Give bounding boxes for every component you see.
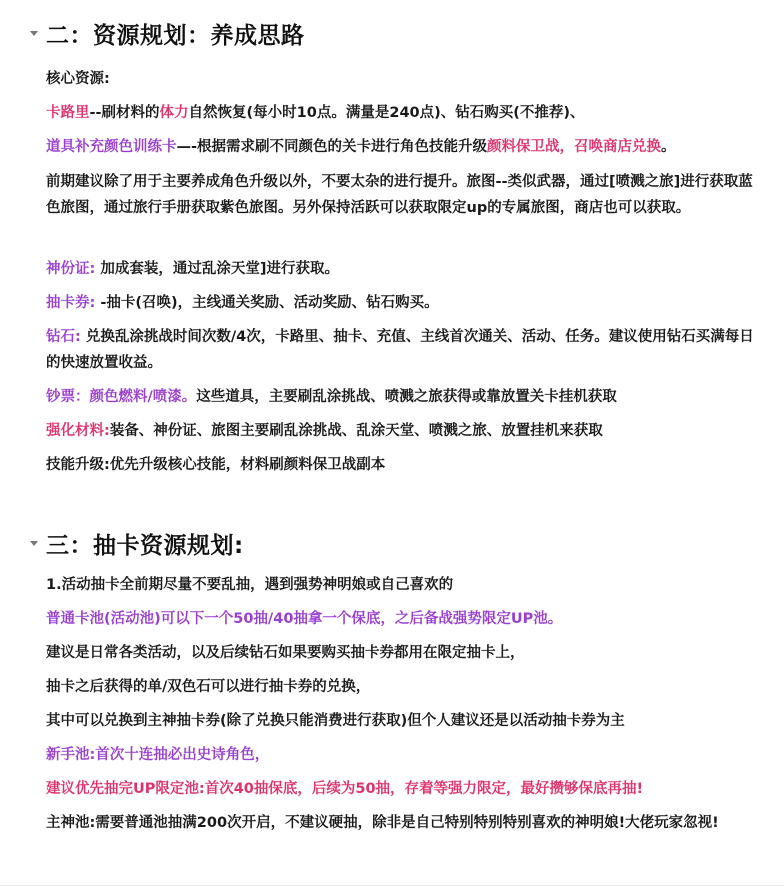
- caret-down-icon[interactable]: [30, 31, 38, 36]
- diamond-desc: 兑换乱涂挑战时间次数/4次，卡路里、抽卡、充值、主线首次通关、活动、任务。建议使用钻石买满每日的快速放置收益。: [46, 329, 754, 371]
- skill-upgrade-line: 技能升级:优先升级核心技能，材料刷颜料保卫战副本: [46, 457, 386, 473]
- comma: ，: [559, 139, 575, 155]
- gacha-line-4: 抽卡之后获得的单/双色石可以进行抽卡券的兑换，: [46, 679, 371, 695]
- banknote-term: 钞票：颜色燃料/喷漆。: [46, 389, 197, 405]
- caret-down-icon[interactable]: [30, 541, 38, 546]
- early-advice-paragraph: 前期建议除了用于主要养成角色升级以外，不要太杂的进行提升。旅图--类似武器，通过[喷溅之旅]进行获取蓝色旅图，通过旅行手册获取紫色旅图。另外保持活跃可以获取限定up的专属旅图，商店也可以获取。: [46, 174, 753, 216]
- gacha-line-3: 建议是日常各类活动，以及后续钻石如果要购买抽卡券都用在限定抽卡上，: [46, 645, 525, 661]
- gacha-line-6: 新手池:首次十连抽必出史诗角色，: [46, 747, 270, 763]
- calorie-term: 卡路里: [46, 105, 90, 121]
- training-card-term: 道具补充颜色训练卡: [46, 139, 177, 155]
- core-resources-label: 核心资源:: [46, 71, 110, 87]
- identity-card-line: [46, 256, 762, 282]
- section-title: 二：资源规划：养成思路: [46, 23, 305, 49]
- identity-card-term: 神份证:: [46, 261, 96, 277]
- period: 。: [661, 139, 676, 155]
- stamina-term: 体力: [159, 105, 189, 121]
- section-heading-gacha[interactable]: [30, 527, 244, 560]
- gacha-ticket-term: 抽卡券:: [46, 295, 96, 311]
- upgrade-material-desc: 装备、神份证、旅图主要刷乱涂挑战、乱涂天堂、喷溅之旅、放置挂机来获取: [109, 423, 603, 439]
- upgrade-material-term: 强化材料:: [46, 423, 110, 439]
- gacha-ticket-line: [46, 290, 762, 316]
- identity-card-desc: 加成套装，通过乱涂天堂]进行获取。: [95, 261, 339, 277]
- gacha-line-8: 主神池:需要普通池抽满200次开启，不建议硬抽，除非是自己特别特别特别喜欢的神明娘!大佬玩家忽视!: [46, 815, 719, 831]
- gacha-line-5: 其中可以兑换到主神抽卡券(除了兑换只能消费进行获取)但个人建议还是以活动抽卡券为主: [46, 713, 625, 729]
- summon-shop-term: 召唤商店兑换: [574, 139, 662, 155]
- gacha-line-7: 建议优先抽完UP限定池:首次40抽保底，后续为50抽，存着等强力限定，最好攒够保底再抽!: [46, 781, 644, 797]
- gacha-line-1: 1.活动抽卡全前期尽量不要乱抽，遇到强势神明娘或自己喜欢的: [46, 577, 454, 593]
- training-desc: —-根据需求刷不同颜色的关卡进行角色技能升级: [176, 139, 488, 155]
- gacha-ticket-desc: -抽卡(召唤)，主线通关奖励、活动奖励、钻石购买。: [95, 295, 439, 311]
- diamond-paragraph: [46, 324, 762, 376]
- section-title: 三：抽卡资源规划:: [46, 533, 244, 559]
- paint-defense-term: 颜料保卫战: [487, 139, 560, 155]
- banknote-desc: 这些道具，主要刷乱涂挑战、喷溅之旅获得或靠放置关卡挂机获取: [196, 389, 617, 405]
- training-card-line: [46, 134, 762, 160]
- diamond-term: 钻石:: [46, 329, 81, 345]
- upgrade-material-line: [46, 418, 762, 444]
- section-heading-resources[interactable]: [30, 17, 305, 50]
- banknote-line: [46, 384, 762, 410]
- stamina-desc: --刷材料的: [89, 105, 160, 121]
- gacha-line-2: 普通卡池(活动池)可以下一个50抽/40抽拿一个保底，之后备战强势限定UP池。: [46, 611, 563, 627]
- stamina-recovery: 自然恢复(每小时10点。满量是240点)、钻石购买(不推荐)、: [188, 105, 585, 121]
- stamina-line: [46, 100, 762, 126]
